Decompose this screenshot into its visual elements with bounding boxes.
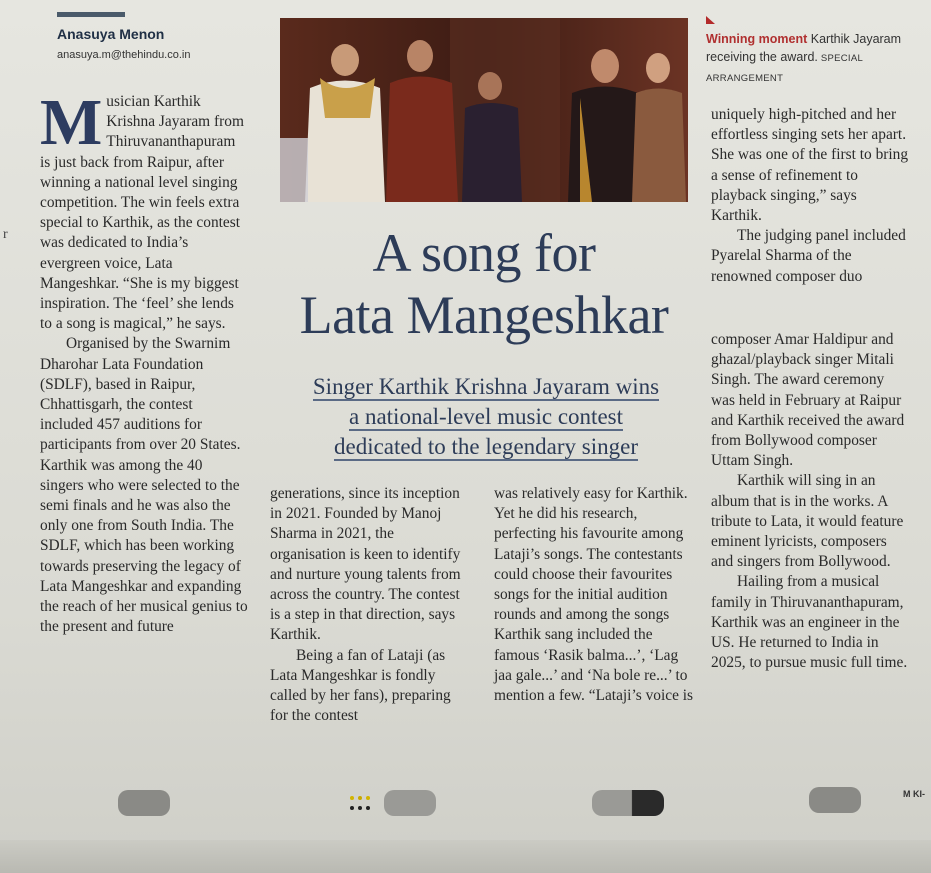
adjacent-column-fragment: r [3, 227, 8, 242]
award-photo [280, 18, 688, 202]
article-column-4-top [711, 105, 911, 287]
caption-marker [706, 16, 715, 24]
subheadline [276, 372, 696, 462]
headline-line-1: A song for [372, 223, 596, 283]
subheadline-line-2: a national-level music contest [349, 404, 623, 429]
caption-text: Karthik Jayaram receiving the award. [706, 32, 902, 64]
subheadline-line-3: dedicated to the legendary singer [334, 434, 638, 459]
subheadline-line-1: Singer Karthik Krishna Jayaram wins [312, 374, 660, 399]
print-registration-mark [118, 790, 170, 816]
paragraph: Hailing from a musical family in Thiruvananthapuram, Karthik was an engineer in the US. He returned to India in 2025, to pursue music full time. [711, 573, 908, 672]
article-column-2 [270, 484, 470, 726]
article-column-3 [494, 484, 696, 706]
author-email: anasuya.m@thehindu.co.in [57, 49, 191, 61]
page-fold-shadow [0, 840, 931, 873]
print-registration-mark [809, 787, 861, 813]
drop-cap: M [40, 86, 103, 159]
paragraph: generations, since its inception in 2021. Founded by Manoj Sharma in 2021, the organisation is keen to identify and nurture young talents from across the country. The contest is a step in that direction, says Karthik. [270, 485, 461, 644]
byline-rule [57, 12, 125, 17]
photo-caption [706, 30, 906, 88]
paragraph [40, 86, 248, 334]
print-registration-mark [384, 790, 436, 816]
paragraph: Karthik will sing in an album that is in the works. A tribute to Lata, it would feature eminent lyricists, composers and singers from Bollywood. [711, 472, 904, 571]
author-name: Anasuya Menon [57, 26, 165, 42]
paragraph: Organised by the Swarnim Dharohar Lata Foundation (SDLF), based in Raipur, Chhattisgarh, the contest included 457 auditions for participants from over 20 States. Karthik was among the 40 singers who were selected to the semi finals and he was also the only one from South India. The SDLF, which has been working towards preserving the legacy of Lata Mangeshkar and expanding the reach of her musical genius to the present and future [40, 335, 248, 636]
page-edge-mark: M KI- [903, 789, 925, 799]
paragraph: uniquely high-pitched and her effortless singing sets her apart. She was one of the first to bring a sense of refinement to playback singing,” says Karthik. [711, 106, 909, 225]
paragraph: Being a fan of Lataji (as Lata Mangeshkar is fondly called by her fans), preparing for the contest [270, 646, 451, 725]
paragraph: was relatively easy for Karthik. Yet he did his research, perfecting his favourite among Lataji’s songs. The contestants could choose their favourites songs for the initial audition rounds and among the songs Karthik sang included the famous ‘Rasik balma...’, ‘Lag jaa gale...’ and ‘Na bole re...’ to mention a few. “Lataji’s voice is [494, 485, 694, 705]
color-dots-mark [348, 794, 372, 812]
print-registration-mark [592, 790, 664, 816]
caption-lead: Winning moment [706, 32, 808, 46]
paragraph-text: usician Karthik Krishna Jayaram from Thiruvananthapuram is just back from Raipur, after winning a national level singing competition. The win feels extra special to Karthik, as the contest was dedicated to India’s evergreen voice, Lata Mangeshkar. “She is my biggest inspiration. The ‘feel’ she lends to a song is magical,” he says. [40, 93, 244, 333]
headline [272, 222, 696, 346]
photo-credit: SPECIAL ARRANGEMENT [706, 53, 863, 84]
paragraph: composer Amar Haldipur and ghazal/playback singer Mitali Singh. The award ceremony was held in February at Raipur and Karthik received the award from Bollywood composer Uttam Singh. [711, 331, 905, 470]
article-column-1 [40, 86, 248, 637]
paragraph: The judging panel included Pyarelal Sharma of the renowned composer duo [711, 227, 906, 285]
headline-line-2: Lata Mangeshkar [299, 285, 669, 345]
article-column-4-bottom [711, 330, 911, 673]
award-ceremony-image [280, 18, 688, 202]
